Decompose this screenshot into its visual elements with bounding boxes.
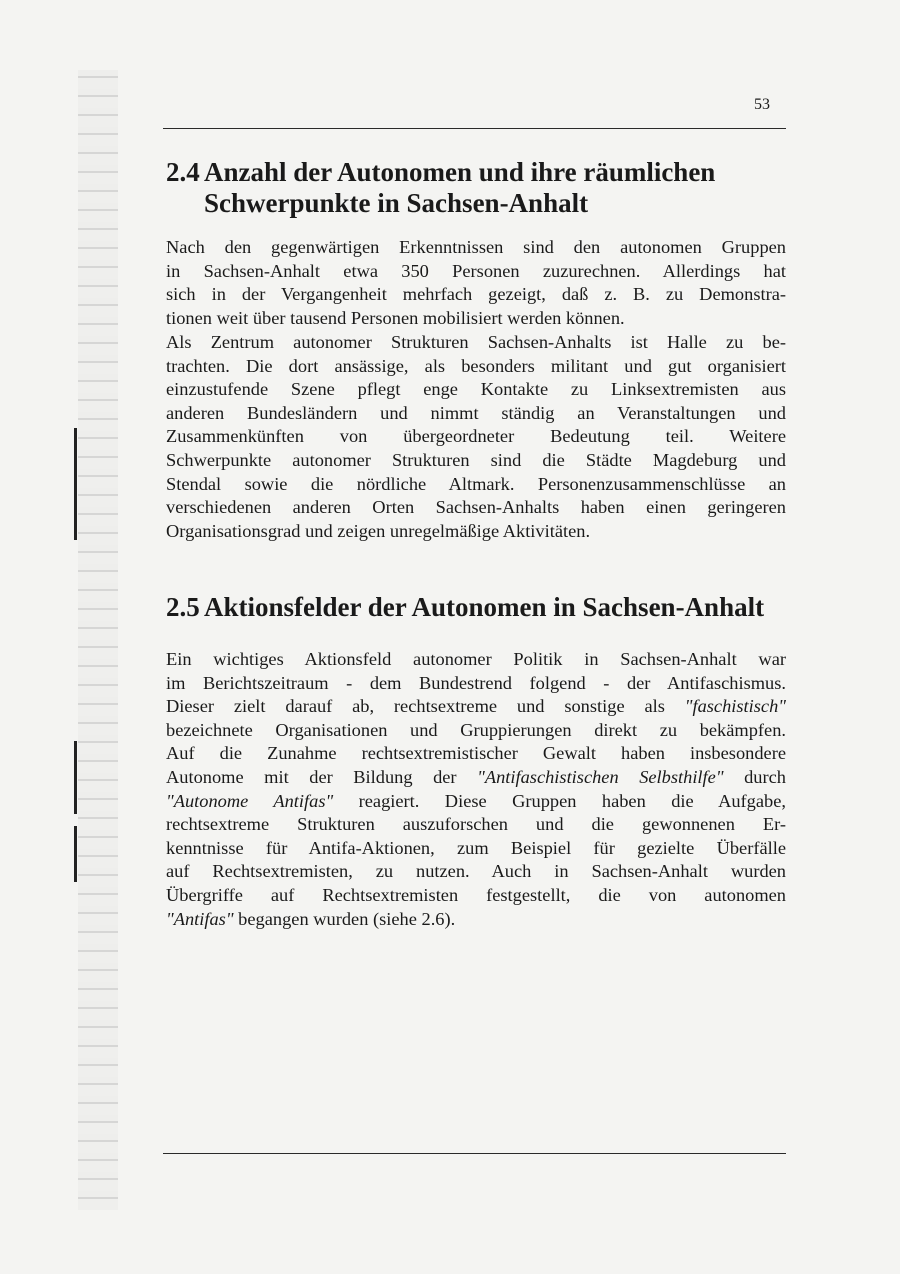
text-line: rechtsextreme Strukturen auszuforschen und die gewonnenen Er- [166,814,786,835]
margin-bar [74,826,77,882]
section-2-4-heading [166,157,788,219]
text-line: kenntnisse für Antifa-Aktionen, zum Beispiel für gezielte Überfälle [166,837,786,858]
italic-quote: "faschistisch" [684,696,786,717]
section-2-4-paragraph-1 [166,236,786,330]
text-line [166,790,786,814]
heading-line-1: Anzahl der Autonomen und ihre räumlichen [204,157,716,187]
text-line: Schwerpunkte autonomer Strukturen sind die Städte Magdeburg und [166,449,786,470]
scan-binding-edge [78,70,118,1210]
text-line: Übergriffe auf Rechtsextremisten festgestellt, die von autonomen [166,884,786,905]
text-segment: durch [744,766,786,787]
text-line: Organisationsgrad und zeigen unregelmäßige Aktivitäten. [166,520,591,541]
text-line: verschiedenen anderen Orten Sachsen-Anhalts haben einen geringeren [166,497,786,518]
section-2-5-heading [166,592,788,623]
text-line: Als Zentrum autonomer Strukturen Sachsen-Anhalts ist Halle zu be- [166,332,786,352]
italic-quote: "Antifas" [166,908,234,929]
text-segment: reagiert. Diese Gruppen haben die Aufgabe, [358,790,786,811]
text-line: Stendal sowie die nördliche Altmark. Personenzusammenschlüsse an [166,473,786,494]
italic-quote: "Antifaschistischen Selbsthilfe" [477,766,724,787]
section-number: 2.4 [166,157,200,187]
text-line: Nach den gegenwärtigen Erkenntnissen sind den autonomen Gruppen [166,237,786,257]
section-number: 2.5 [166,592,200,622]
text-line: Ein wichtiges Aktionsfeld autonomer Politik in Sachsen-Anhalt war [166,649,786,669]
text-line: sich in der Vergangenheit mehrfach gezeigt, daß z. B. zu Demonstra- [166,284,786,305]
italic-quote: "Autonome Antifas" [166,790,334,811]
text-line: in Sachsen-Anhalt etwa 350 Personen zuzurechnen. Allerdings hat [166,260,786,281]
text-line: anderen Bundesländern und nimmt ständig an Veranstaltungen und [166,402,786,423]
margin-bar [74,428,77,540]
section-2-4-paragraph-2 [166,331,786,543]
text-segment: Autonome mit der Bildung der [166,766,457,787]
margin-bar [74,741,77,814]
heading-line-2: Schwerpunkte in Sachsen-Anhalt [204,188,589,218]
footer-rule [163,1153,786,1154]
text-line: trachten. Die dort ansässige, als besonders militant und gut organisiert [166,355,786,376]
text-segment: begangen wurden (siehe 2.6). [238,908,456,929]
text-line [166,766,786,790]
text-line: einzustufende Szene pflegt enge Kontakte zu Linksextremisten aus [166,379,786,400]
text-line: Zusammenkünften von übergeordneter Bedeutung teil. Weitere [166,426,786,447]
page-number: 53 [754,96,770,113]
text-line: im Berichtszeitraum - dem Bundestrend folgend - der Antifaschismus. [166,672,786,693]
section-2-5-paragraph [166,648,786,931]
text-line: bezeichnete Organisationen und Gruppierungen direkt zu bekämpfen. [166,719,786,740]
text-line [166,908,786,932]
text-segment: Dieser zielt darauf ab, rechtsextreme und sonstige als [166,696,665,717]
text-line [166,695,786,719]
text-line: auf Rechtsextremisten, zu nutzen. Auch in Sachsen-Anhalt wurden [166,861,786,882]
heading-title: Aktionsfelder der Autonomen in Sachsen-Anhalt [204,592,765,622]
text-line: Auf die Zunahme rechtsextremistischer Gewalt haben insbesondere [166,743,786,764]
text-line: tionen weit über tausend Personen mobilisiert werden können. [166,307,625,328]
header-rule [163,128,786,129]
